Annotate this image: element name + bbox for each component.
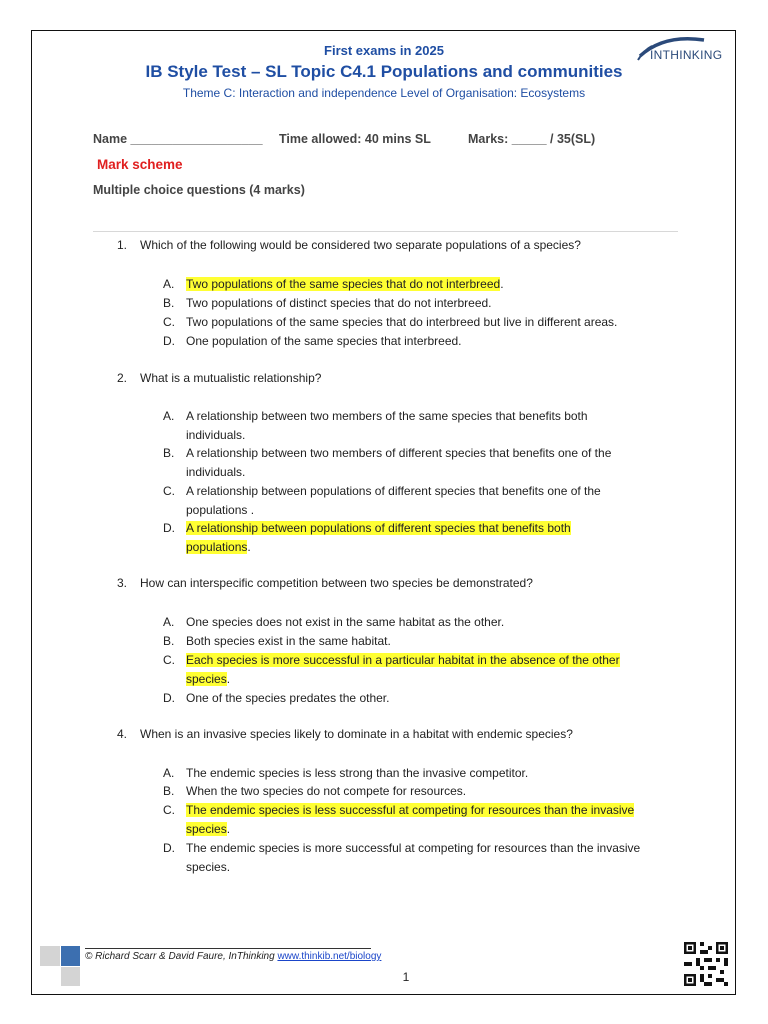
option-text: One population of the same species that interbreed. bbox=[186, 334, 462, 348]
option-text-end: . bbox=[226, 672, 231, 686]
option-text-line2: individuals. bbox=[186, 428, 246, 442]
option-letter: A. bbox=[163, 615, 175, 629]
page-number: 1 bbox=[402, 970, 410, 984]
inthinking-logo bbox=[634, 36, 730, 66]
option-letter: B. bbox=[163, 296, 175, 310]
mcq-heading: Multiple choice questions (4 marks) bbox=[93, 183, 305, 197]
page-title: IB Style Test – SL Topic C4.1 Populations and communities bbox=[145, 62, 623, 81]
question-text: Which of the following would be considered two separate populations of a species? bbox=[140, 238, 581, 252]
option-text-line2: species. bbox=[186, 860, 231, 874]
footer-square-grey bbox=[40, 946, 60, 966]
option-letter: C. bbox=[163, 315, 175, 329]
option-text-end: . bbox=[226, 822, 231, 836]
answer-highlight-line1: The endemic species is less successful at competing for resources than the invasive bbox=[186, 803, 635, 817]
marks-label: Marks: _____ / 35(SL) bbox=[468, 132, 596, 146]
answer-highlight-line1: Each species is more successful in a particular habitat in the absence of the other bbox=[186, 653, 620, 667]
option-text-line1: A relationship between two members of different species that benefits one of the bbox=[186, 446, 612, 460]
option-letter: B. bbox=[163, 784, 175, 798]
option-text-line2: individuals. bbox=[186, 465, 246, 479]
logo-text: INTHINKING bbox=[650, 48, 723, 62]
qr-code-icon bbox=[684, 942, 728, 986]
option-letter: D. bbox=[163, 841, 175, 855]
answer-highlight-line2: species bbox=[186, 672, 227, 686]
mark-scheme-heading: Mark scheme bbox=[97, 157, 183, 172]
option-letter: A. bbox=[163, 409, 175, 423]
option-letter: B. bbox=[163, 446, 175, 460]
answer-highlight-line2: species bbox=[186, 822, 227, 836]
theme-subtitle: Theme C: Interaction and independence Level of Organisation: Ecosystems bbox=[182, 86, 586, 100]
copyright-text: © Richard Scarr & David Faure, InThinking bbox=[85, 951, 278, 962]
option-text: Two populations of the same species that do interbreed but live in different areas. bbox=[186, 315, 618, 329]
option-text: Two populations of distinct species that do not interbreed. bbox=[186, 296, 492, 310]
option-letter: A. bbox=[163, 766, 175, 780]
footer-copyright bbox=[85, 951, 381, 962]
question-number: 2. bbox=[117, 371, 128, 385]
option-letter: D. bbox=[163, 691, 175, 705]
option-text-line2: populations . bbox=[186, 503, 255, 517]
option-letter: C. bbox=[163, 484, 175, 498]
option-letter: B. bbox=[163, 634, 175, 648]
option-text: One of the species predates the other. bbox=[186, 691, 390, 705]
question-number: 4. bbox=[117, 727, 128, 741]
name-field-label: Name ___________________ bbox=[93, 132, 263, 146]
option-text-line1: The endemic species is more successful at competing for resources than the invasive bbox=[186, 841, 641, 855]
time-allowed-label: Time allowed: 40 mins SL bbox=[279, 132, 431, 146]
option-text-end: . bbox=[247, 540, 251, 554]
answer-highlight: Two populations of the same species that do not interbreed bbox=[186, 277, 501, 291]
answer-highlight-line2: populations bbox=[186, 540, 248, 554]
option-letter: A. bbox=[163, 277, 175, 291]
answer-highlight-line1: A relationship between populations of different species that benefits both bbox=[186, 521, 571, 535]
section-divider bbox=[93, 231, 678, 232]
option-text: The endemic species is less strong than the invasive competitor. bbox=[186, 766, 529, 780]
option-text-end: . bbox=[500, 277, 504, 291]
question-text: How can interspecific competition between two species be demonstrated? bbox=[140, 576, 533, 590]
option-text: Both species exist in the same habitat. bbox=[186, 634, 391, 648]
option-text: One species does not exist in the same habitat as the other. bbox=[186, 615, 505, 629]
question-text: What is a mutualistic relationship? bbox=[140, 371, 322, 385]
option-letter: C. bbox=[163, 653, 175, 667]
option-text-line1: A relationship between two members of the same species that benefits both bbox=[186, 409, 588, 423]
question-number: 3. bbox=[117, 576, 128, 590]
option-text-line1: A relationship between populations of different species that benefits one of the bbox=[186, 484, 601, 498]
question-number: 1. bbox=[117, 238, 128, 252]
first-exams-label: First exams in 2025 bbox=[324, 43, 444, 58]
footer-square-blue bbox=[61, 946, 80, 966]
option-letter: C. bbox=[163, 803, 175, 817]
option-letter: D. bbox=[163, 334, 175, 348]
question-text: When is an invasive species likely to dominate in a habitat with endemic species? bbox=[140, 727, 573, 741]
thinkib-link[interactable]: www.thinkib.net/biology bbox=[277, 951, 382, 962]
option-letter: D. bbox=[163, 521, 175, 535]
footer-rule bbox=[85, 948, 371, 949]
option-text: When the two species do not compete for resources. bbox=[186, 784, 467, 798]
